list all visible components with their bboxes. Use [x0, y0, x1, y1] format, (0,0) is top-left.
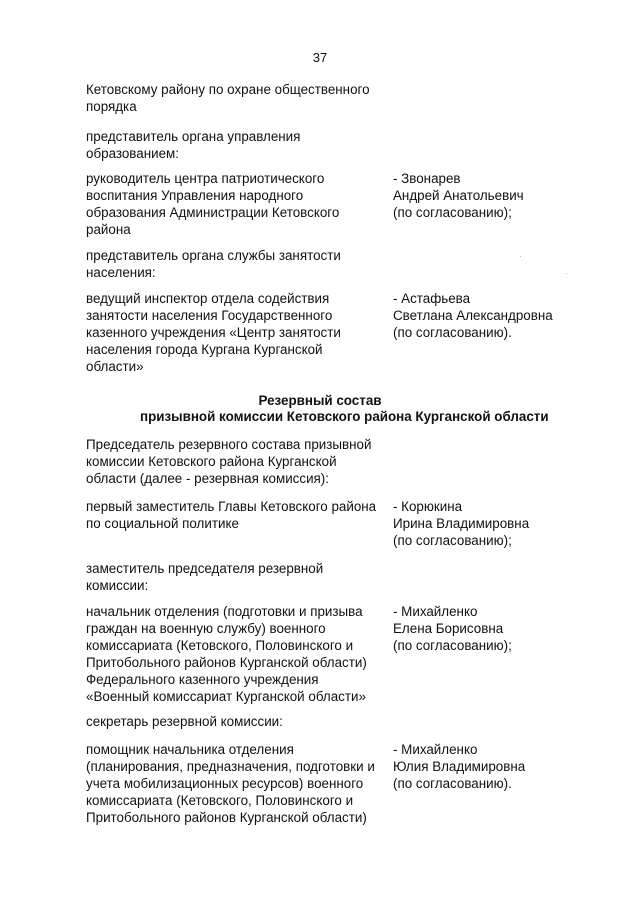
- entry-astafyeva-name: - Астафьева Светлана Александровна (по согласованию).: [393, 291, 553, 340]
- entry-employment-role: представитель органа службы занятости населения:: [86, 248, 341, 280]
- scan-speck: [566, 273, 567, 274]
- reserve-mikhaylenko-elena-name: - Михайленко Елена Борисовна (по согласованию);: [393, 604, 512, 653]
- reserve-chair-role: Председатель резервного состава призывной комиссии Кетовского района Курганской области (далее - резервная комиссия):: [86, 437, 372, 486]
- scan-speck: [520, 256, 521, 257]
- entry-police-label: Кетовскому району по охране общественного порядка: [86, 82, 370, 114]
- reserve-deputy-position: начальник отделения (подготовки и призыва граждан на военную службу) военного комиссариата (Кетовского, Половинского и Притобольного районов Курганской области) Федерального казенного учреждения «Военный комиссариат Курганской области»: [86, 604, 367, 704]
- reserve-mikhaylenko-yulia-name: - Михайленко Юлия Владимировна (по согласованию).: [393, 742, 526, 791]
- entry-employment-inspector-position: ведущий инспектор отдела содействия занятости населения Государственного казенного учреждения «Центр занятости населения города Кургана Курганской области»: [86, 291, 341, 374]
- reserve-chair-position: первый заместитель Главы Кетовского района по социальной политике: [86, 499, 377, 531]
- reserve-deputy-role: заместитель председателя резервной комиссии:: [86, 561, 324, 593]
- reserve-heading-line2: призывной комиссии Кетовского района Курганской области: [140, 409, 549, 424]
- reserve-koryukina-name: - Корюкина Ирина Владимировна (по согласованию);: [393, 499, 530, 548]
- reserve-heading-line1: Резервный состав: [258, 393, 382, 408]
- entry-education-role: представитель органа управления образованием:: [86, 129, 301, 161]
- reserve-secretary-role: секретарь резервной комиссии:: [86, 714, 283, 729]
- entry-patriotic-center-position: руководитель центра патриотического воспитания Управления народного образования Администрации Кетовского района: [86, 171, 340, 237]
- entry-zvonarev-name: - Звонарев Андрей Анатольевич (по согласованию);: [393, 171, 524, 220]
- reserve-secretary-position: помощник начальника отделения (планирования, предназначения, подготовки и учета мобилизационных ресурсов) военного комиссариата (Кетовского, Половинского и Притобольного районов Курганской области): [86, 742, 375, 825]
- page-number: 37: [312, 50, 328, 65]
